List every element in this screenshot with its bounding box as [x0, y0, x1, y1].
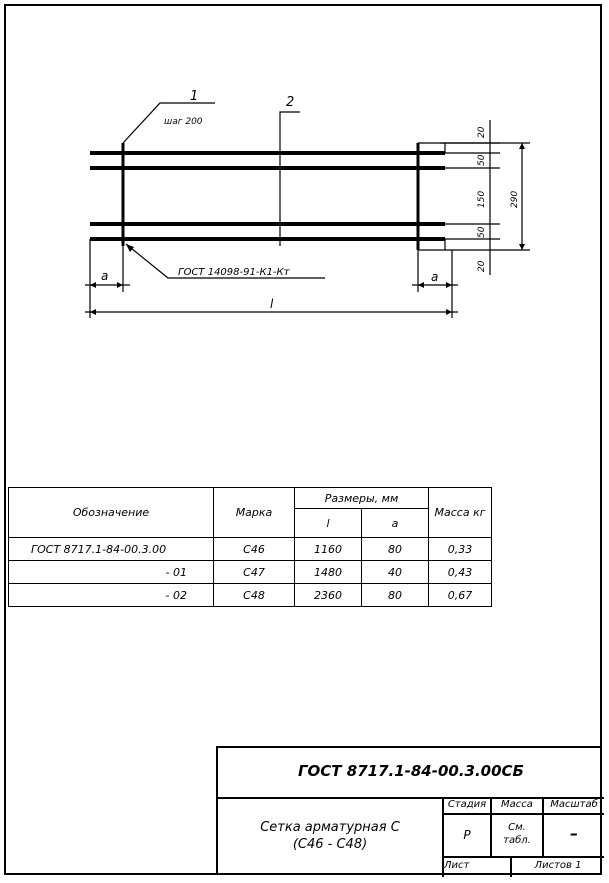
sheet-label: Лист [444, 860, 470, 871]
stage-value: Р [463, 828, 471, 842]
header-size-a: a [362, 509, 429, 538]
sheets-label: Листов 1 [534, 860, 582, 871]
row-mass: 0,43 [429, 561, 492, 584]
row-l: 2360 [295, 584, 362, 607]
dim-right-2: 150 [477, 190, 487, 208]
row-designation: - 02 [9, 584, 214, 607]
table-row [9, 584, 492, 607]
dim-right-3: 50 [477, 226, 487, 238]
mesh-drawing [0, 0, 609, 340]
stage-label: Стадия [447, 799, 487, 810]
dim-total: 290 [510, 190, 520, 208]
dim-right-0: 20 [477, 126, 487, 138]
row-l: 1160 [295, 538, 362, 561]
row-designation: ГОСТ 8717.1-84-00.3.00 [9, 538, 214, 561]
row-mark: С48 [214, 584, 295, 607]
doc-number: ГОСТ 8717.1-84-00.3.00СБ [297, 762, 524, 780]
title-line-1: Сетка арматурная С [260, 820, 400, 835]
spec-table [8, 487, 492, 607]
leader-2-label: 2 [286, 95, 295, 110]
leader-1-note: шаг 200 [164, 117, 203, 127]
row-mark: С46 [214, 538, 295, 561]
row-mass: 0,67 [429, 584, 492, 607]
scale-label: Масштаб [550, 799, 598, 810]
row-mark: С47 [214, 561, 295, 584]
title-block [216, 746, 602, 875]
row-l: 1480 [295, 561, 362, 584]
header-size-l: l [295, 509, 362, 538]
title-line-2: (С46 - С48) [292, 837, 368, 852]
row-mass: 0,33 [429, 538, 492, 561]
dim-a-right: a [431, 270, 439, 284]
mass-value-line-2: табл. [503, 835, 531, 846]
row-a: 40 [362, 561, 429, 584]
row-a: 80 [362, 584, 429, 607]
row-designation: - 01 [9, 561, 214, 584]
row-a: 80 [362, 538, 429, 561]
leader-1-label: 1 [190, 89, 199, 104]
dim-right-4: 20 [477, 260, 487, 272]
dim-l: l [270, 297, 274, 311]
header-sizes: Размеры, мм [295, 488, 429, 509]
scale-value: – [570, 824, 578, 843]
dim-a-left: a [101, 269, 109, 283]
table-row [9, 538, 492, 561]
header-designation: Обозначение [9, 488, 214, 538]
gost-note: ГОСТ 14098-91-К1-Кт [178, 267, 290, 278]
header-mark: Марка [214, 488, 295, 538]
mass-value-line-1: См. [508, 822, 526, 833]
header-mass: Масса кг [429, 488, 492, 538]
mass-label: Масса [501, 799, 533, 810]
dim-right-1: 50 [477, 154, 487, 166]
table-row [9, 561, 492, 584]
